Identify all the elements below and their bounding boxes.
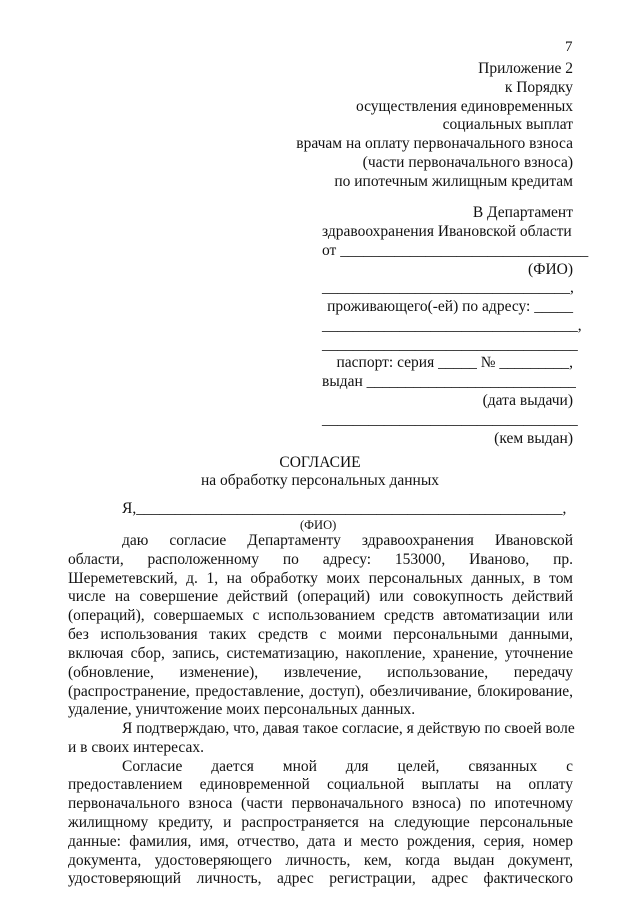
body-line: (обновление, изменение), извлечение, использование, передачу — [68, 664, 573, 681]
appendix-line: социальных выплат — [442, 116, 573, 133]
body-line: первоначального взноса (части первоначального взноса) по ипотечному — [68, 795, 573, 812]
consent-title: СОГЛАСИЕ — [279, 454, 361, 471]
body-line: без использования таких средств с моими персональными данными, — [68, 626, 573, 643]
residence-line: _________________________________ — [322, 336, 578, 353]
fio-line: ________________________________, — [322, 279, 574, 296]
body-line: данные: фамилия, имя, отчество, дата и место рождения, серия, номер — [68, 833, 573, 850]
body-line: документа, удостоверяющего личность, кем, когда выдан документ, — [68, 852, 573, 869]
body-line: удостоверяющий личность, адрес регистрации, адрес фактического — [68, 870, 573, 887]
fio-input-line: Я,_______________________________________________________, — [122, 500, 567, 517]
issue-date-caption: (дата выдачи) — [482, 392, 573, 409]
consent-subtitle: на обработку персональных данных — [201, 472, 439, 489]
page-number: 7 — [565, 39, 573, 55]
residence-line: _________________________________, — [322, 317, 582, 334]
body-line: области, расположенному по адресу: 153000, Иваново, пр. — [68, 551, 573, 568]
appendix-line: Приложение 2 — [478, 60, 573, 77]
fio-caption: (ФИО) — [300, 518, 337, 532]
body-line: предоставлением единовременной социальной выплаты на оплату — [68, 776, 573, 793]
appendix-line: (части первоначального взноса) — [362, 154, 573, 171]
fio-caption: (ФИО) — [528, 261, 573, 278]
body-line: Шереметевский, д. 1, на обработку моих персональных данных, в том — [68, 570, 573, 587]
residence-line: проживающего(-ей) по адресу: _____ — [327, 298, 573, 315]
body-line: даю согласие Департаменту здравоохранения Ивановской — [122, 532, 573, 549]
body-line: удаление, уничтожение моих персональных данных. — [68, 701, 416, 718]
appendix-line: врачам на оплату первоначального взноса — [296, 135, 573, 152]
issued-line: выдан ___________________________ — [322, 373, 576, 390]
body-line: числе на совершение действий (операций) или совокупность действий — [68, 588, 573, 605]
body-line: и в своих интересах. — [68, 739, 204, 756]
appendix-line: осуществления единовременных — [355, 98, 573, 115]
passport-line: паспорт: серия _____ № _________, — [336, 354, 573, 371]
body-line: (распространение, предоставление, доступ), обезличивание, блокирование, — [68, 683, 573, 700]
appendix-line: к Порядку — [504, 79, 573, 96]
body-line: Я подтверждаю, что, давая такое согласие, я действую по своей воле — [122, 720, 575, 737]
body-line: Согласие дается мной для целей, связанных с — [122, 758, 573, 775]
body-line: жилищному кредиту, и распространяется на следующие персональные — [68, 814, 573, 831]
body-line: включая сбор, запись, систематизацию, накопление, хранение, уточнение — [68, 645, 573, 662]
body-line: (операций), совершаемых с использованием средств автоматизации или — [68, 607, 573, 624]
addressee-name: здравоохранения Ивановской области — [322, 223, 572, 240]
issued-by-line: _________________________________ — [322, 411, 578, 428]
appendix-line: по ипотечным жилищным кредитам — [334, 173, 573, 190]
addressee: В Департамент — [472, 204, 573, 221]
from-line: от ________________________________ — [322, 242, 589, 259]
issued-by-caption: (кем выдан) — [494, 430, 573, 447]
